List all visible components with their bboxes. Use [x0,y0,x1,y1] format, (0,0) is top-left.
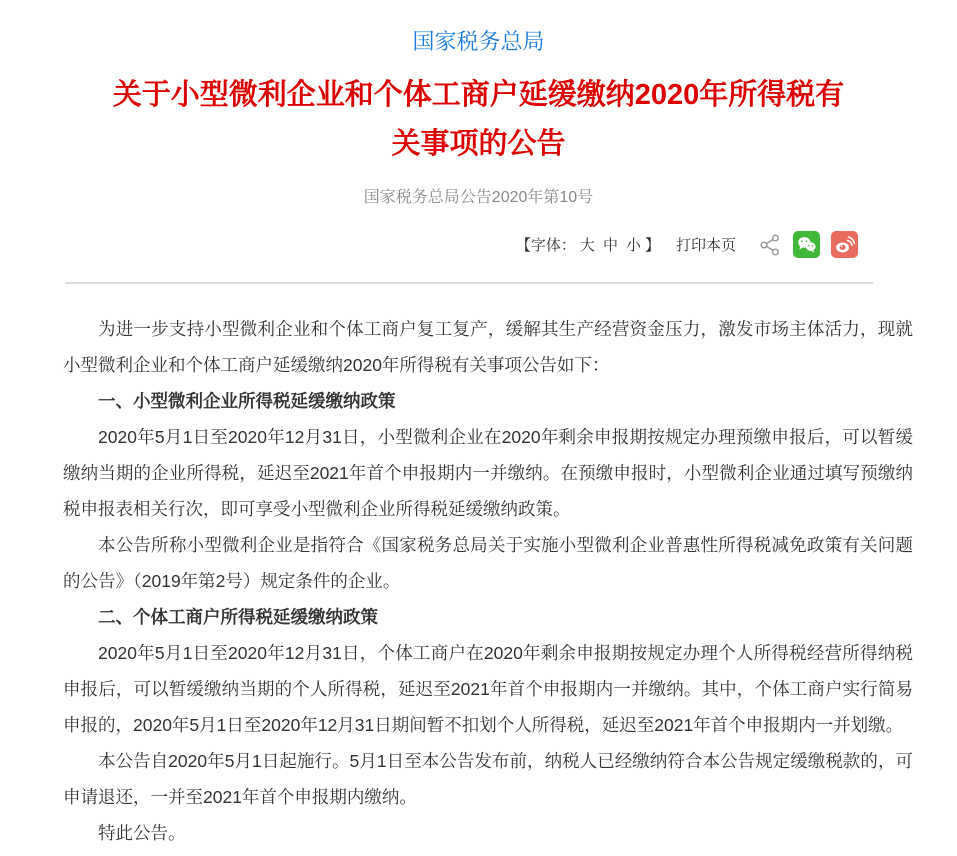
document-number: 国家税务总局公告2020年第10号 [363,189,594,206]
font-label: 【字体： [515,237,576,254]
paragraph-effective-date: 本公告自2020年5月1日起施行。5月1日至本公告发布前，纳税人已经缴纳符合本公告规定缓缴税款的，可申请退还，一并至2021年首个申报期内缴纳。 [63,751,913,807]
wechat-share-icon[interactable] [793,231,820,258]
page-title-line-1: 关于小型微利企业和个体工商户延缓缴纳2020年所得税有 [112,79,845,111]
site-title-link[interactable]: 国家税务总局 [412,29,545,54]
print-page-button[interactable]: 打印本页 [675,237,736,254]
share-icon[interactable] [758,232,782,258]
paragraph-section1-policy: 2020年5月1日至2020年12月31日，小型微利企业在2020年剩余申报期按规定办理预缴申报后，可以暂缓缴纳当期的企业所得税，延迟至2021年首个申报期内一并缴纳。在预缴申报时，小型微利企业通过填写预缴纳税申报表相关行次，即可享受小型微利企业所得税延缓缴纳政策。 [63,427,913,519]
document-body [63,311,913,851]
section-heading-1: 一、小型微利企业所得税延缓缴纳政策 [98,391,396,411]
font-label-close-bracket: 】 [644,237,660,254]
paragraph-intro: 为进一步支持小型微利企业和个体工商户复工复产，缓解其生产经营资金压力，激发市场主体活力，现就小型微利企业和个体工商户延缓缴纳2020年所得税有关事项公告如下： [63,319,913,375]
section-heading-2: 二、个体工商户所得税延缓缴纳政策 [98,607,378,627]
paragraph-section1-definition: 本公告所称小型微利企业是指符合《国家税务总局关于实施小型微利企业普惠性所得税减免政策有关问题的公告》（2019年第2号）规定条件的企业。 [63,535,913,591]
weibo-share-icon[interactable] [831,231,858,258]
font-size-medium[interactable]: 中 [602,237,618,254]
font-size-small[interactable]: 小 [625,237,641,254]
font-size-large[interactable]: 大 [579,237,595,254]
page-title [0,71,957,169]
page-title-line-2: 关事项的公告 [391,128,566,160]
toolbar [0,231,858,258]
header-divider [65,282,873,284]
paragraph-section2-policy: 2020年5月1日至2020年12月31日，个体工商户在2020年剩余申报期按规定办理个人所得税经营所得纳税申报后，可以暂缓缴纳当期的个人所得税，延迟至2021年首个申报期内一并缴纳。其中，个体工商户实行简易申报的，2020年5月1日至2020年12月31日期间暂不扣划个人所得税，延迟至2021年首个申报期内一并划缴。 [63,643,913,735]
paragraph-closing: 特此公告。 [98,823,186,843]
